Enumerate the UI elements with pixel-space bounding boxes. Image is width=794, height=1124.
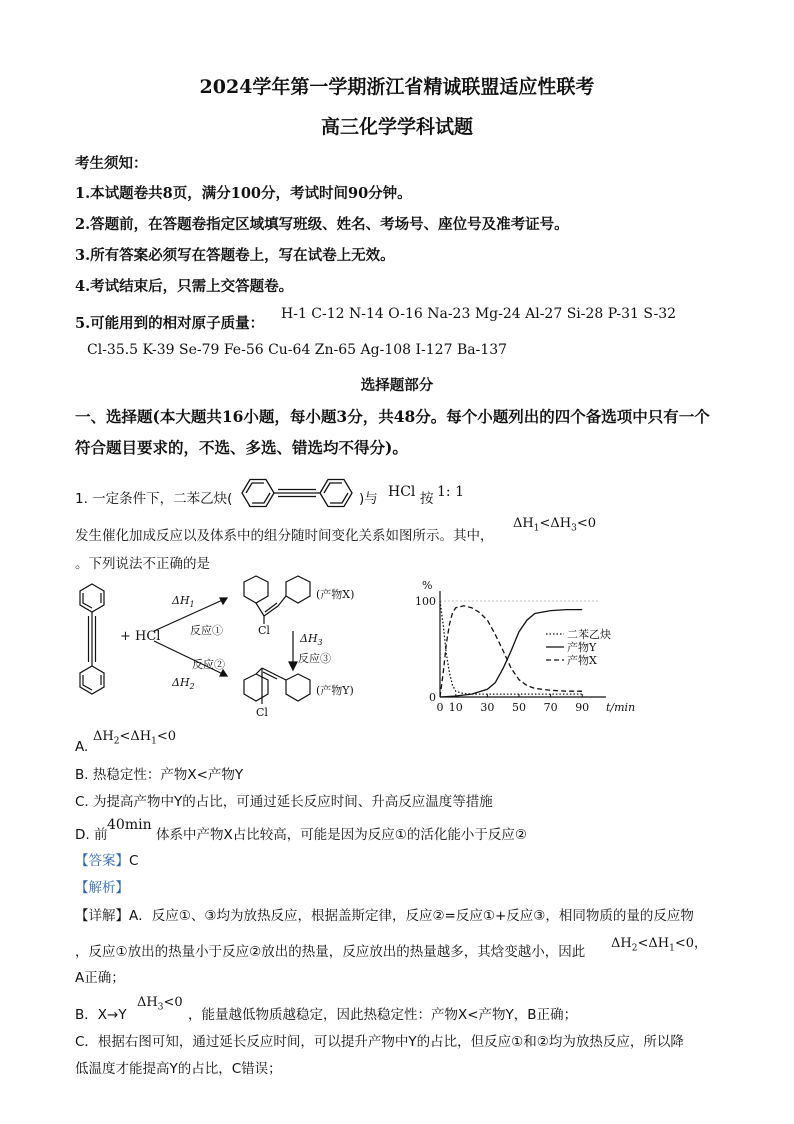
legend-label-0: 二苯乙炔 [567, 628, 611, 641]
reaction-2-label: 反应② [192, 658, 225, 671]
plus-hcl-label: + HCl [120, 629, 161, 644]
x-tick-label: 90 [575, 701, 590, 714]
dh1-label: $\Delta H_1$ [172, 594, 195, 609]
detail-line-2: ，反应①放出的热量小于反应②放出的热量，反应放出的热量越多，其焓变越小，因此 [75, 944, 586, 960]
composition-vs-time-chart [408, 576, 636, 724]
section-instructions-2: 符合题目要求的，不选、多选、错选均不得分)。 [75, 438, 408, 457]
detail-line-1: 【详解】A．反应①、③均为放热反应，根据盖斯定律，反应②=反应①+反应③，相同物质的量的反应物 [75, 908, 694, 924]
option-d-math: 40min [107, 817, 152, 833]
option-d-part-1: D. 前 [75, 827, 108, 843]
notice-item-2: 2.答题前，在答题卷指定区域填写班级、姓名、考场号、座位号及准考证号。 [75, 216, 569, 233]
legend-label-1: 产物Y [567, 641, 597, 654]
series-line-1 [440, 610, 582, 697]
question-stem-part-3: 按 [420, 491, 434, 507]
reaction-1-label: 反应① [190, 624, 223, 637]
cl-label-x: Cl [258, 624, 270, 637]
notice-item-5-label: 5.可能用到的相对原子质量： [75, 315, 265, 332]
question-stem-part-2: )与 [359, 491, 378, 507]
dh3-label: $\Delta H_3$ [300, 632, 323, 647]
detail-line-4-part-1: B．X→Y [75, 1007, 127, 1023]
dh2-label: $\Delta H_2$ [172, 676, 195, 691]
analysis-label: 【解析】 [75, 880, 129, 896]
detail-line-6: 低温度才能提高Y的占比，C错误； [75, 1061, 282, 1077]
atomic-masses-line-2: Cl-35.5 K-39 Se-79 Fe-56 Cu-64 Zn-65 Ag-108 I-127 Ba-137 [87, 342, 508, 358]
detail-line-4-math: $\Delta H_3<0$ [137, 995, 183, 1013]
section-title: 选择题部分 [360, 377, 434, 394]
notice-item-4: 4.考试结束后，只需上交答题卷。 [75, 278, 294, 295]
option-b: B. 热稳定性：产物X<产物Y [75, 767, 244, 783]
x-tick-label: 50 [512, 701, 526, 714]
notice-item-1: 1.本试题卷共8页，满分100分，考试时间90分钟。 [75, 185, 412, 202]
question-stem-part-1: 1. 一定条件下，二苯乙炔( [75, 491, 233, 507]
y-tick-label: 0 [429, 691, 436, 704]
page-title: 2024学年第一学期浙江省精诚联盟适应性联考 [199, 76, 595, 98]
cl-label-y: Cl [256, 706, 268, 719]
detail-line-4-part-2: ，能量越低物质越稳定，因此热稳定性：产物X<产物Y，B正确； [188, 1007, 578, 1023]
reaction-scheme [72, 576, 402, 724]
product-y-label: (产物Y) [316, 684, 354, 697]
option-a-math: $\Delta H_2<\Delta H_1<0$ [93, 729, 176, 747]
x-tick-label: 0 [436, 701, 444, 714]
x-tick-label: 30 [480, 701, 495, 714]
detail-line-5: C．根据右图可知，通过延长反应时间，可以提升产物中Y的占比，但反应①和②均为放热反应，所以降 [75, 1034, 684, 1050]
x-tick-label: 10 [448, 701, 463, 714]
question-stem-line-2: 发生催化加成反应以及体系中的组分随时间变化关系如图所示。其中， [75, 528, 494, 544]
y-axis-label: % [422, 579, 433, 592]
question-condition: $\Delta H_1<\Delta H_3<0$ [513, 516, 596, 534]
question-stem-hcl: HCl [388, 484, 416, 500]
detail-line-3: A正确； [75, 970, 125, 986]
question-stem-line-3: 。下列说法不正确的是 [75, 556, 210, 572]
y-tick-label: 100 [415, 595, 436, 608]
option-d-part-2: 体系中产物X占比较高，可能是因为反应①的活化能小于反应② [156, 827, 527, 843]
detail-line-2-math: $\Delta H_2<\Delta H_1<0$， [611, 936, 708, 954]
diphenylacetylene-structure [234, 472, 360, 514]
page-subtitle: 高三化学学科试题 [320, 116, 473, 138]
section-instructions-1: 一、选择题(本大题共16小题，每小题3分，共48分。每个小题列出的四个备选项中只有一个 [75, 407, 710, 426]
notice-item-3: 3.所有答案必须写在答题卷上，写在试卷上无效。 [75, 247, 395, 264]
answer: 【答案】C [75, 853, 139, 869]
legend-label-2: 产物X [567, 654, 597, 667]
x-axis-label: t/min [606, 701, 636, 714]
option-a-label: A. [75, 739, 89, 755]
x-tick-label: 70 [543, 701, 558, 714]
atomic-masses-line-1: H-1 C-12 N-14 O-16 Na-23 Mg-24 Al-27 Si-28 P-31 S-32 [281, 306, 677, 322]
question-stem-ratio: 1: 1 [437, 484, 464, 500]
product-x-label: (产物X) [316, 588, 355, 601]
option-c: C. 为提高产物中Y的占比，可通过延长反应时间、升高反应温度等措施 [75, 794, 493, 810]
reaction-3-label: 反应③ [298, 652, 331, 665]
notice-heading: 考生须知： [75, 155, 148, 172]
